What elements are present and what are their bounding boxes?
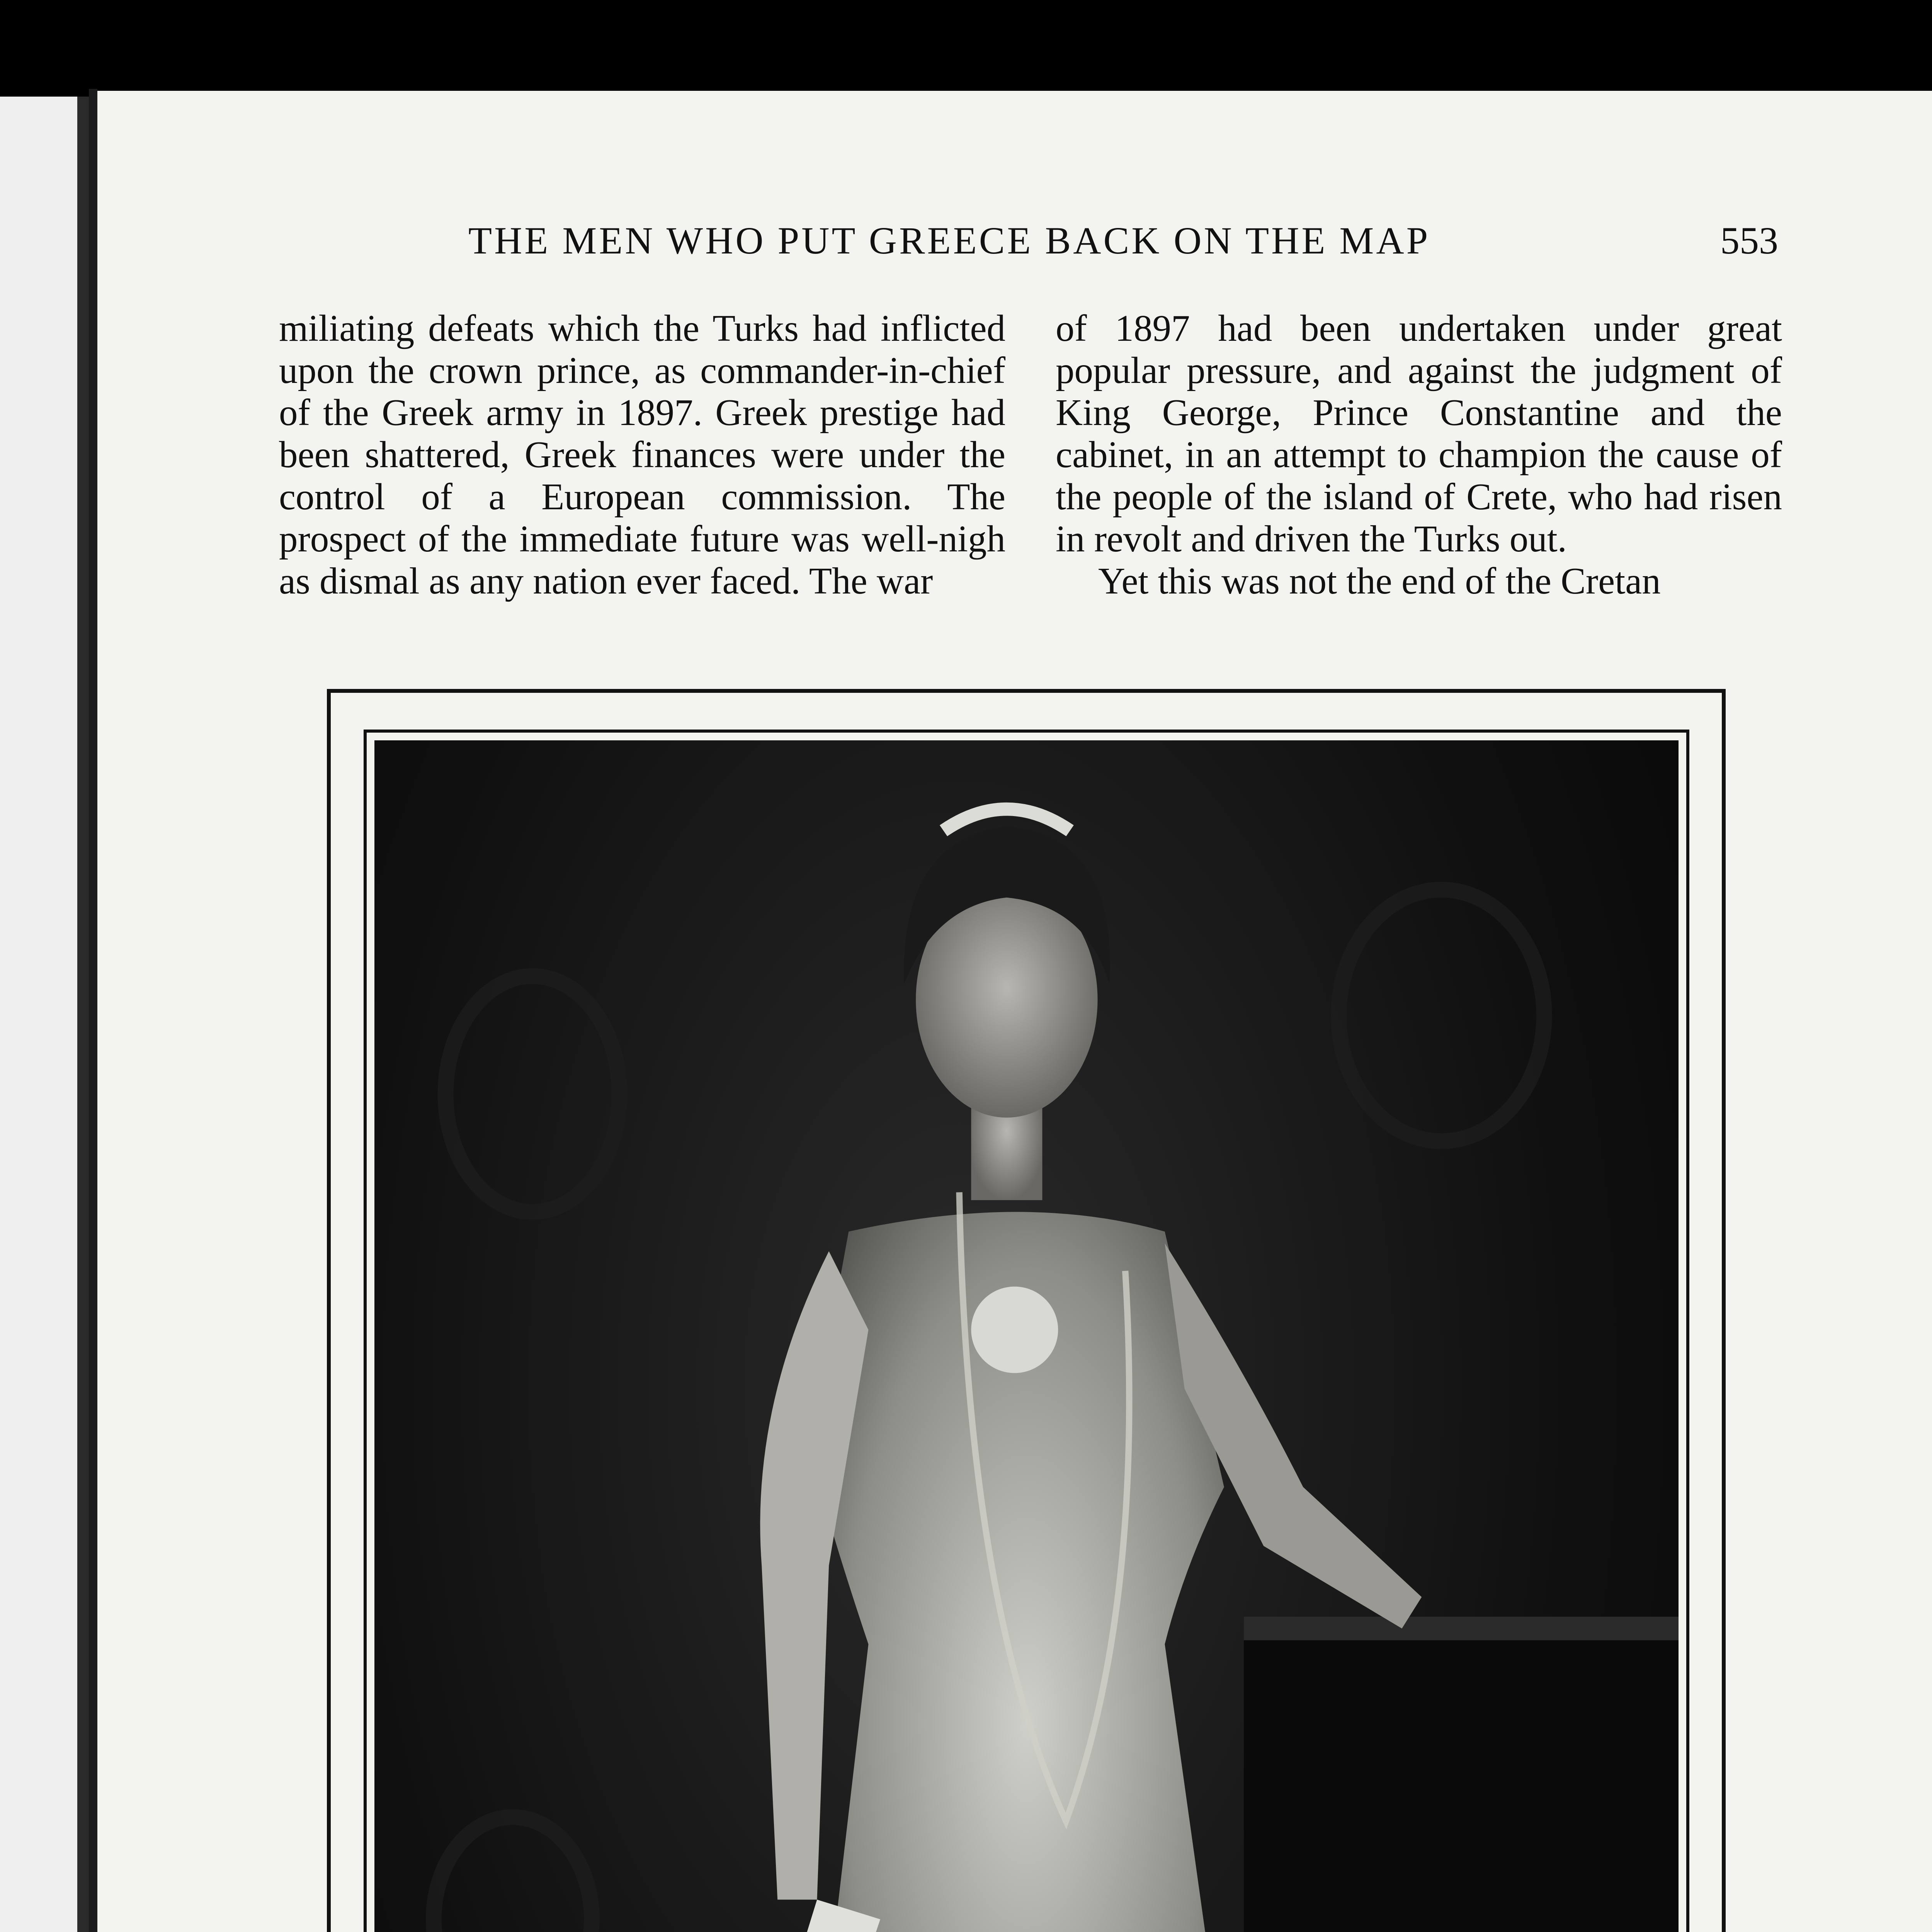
portrait-photograph — [374, 740, 1679, 1932]
photo-frame — [364, 730, 1689, 1932]
paragraph: of 1897 had been undertaken under great popular pressure, and against the judgment of King George, Prince Constantine and the cabinet, in an attempt to champion the cause of the people of the island of Crete, who had risen in revolt and driven the Turks out. — [1056, 308, 1782, 560]
facing-page-edge — [0, 97, 89, 1932]
book-gutter — [89, 89, 97, 1932]
portrait-illustration — [374, 740, 1679, 1932]
text-column-right — [1056, 307, 1782, 602]
paragraph: Yet this was not the end of the Cretan — [1098, 560, 1661, 602]
running-title: THE MEN WHO PUT GREECE BACK ON THE MAP — [468, 219, 1430, 262]
text-column-left — [279, 307, 1005, 602]
paragraph: miliating defeats which the Turks had inflicted upon the crown prince, as commander-in-chief of the Greek army in 1897. Greek prestige had been shattered, Greek finances were under the control of a European commission. The prospect of the immediate future was well-nigh as dismal as any nation ever faced. The war — [279, 308, 1005, 602]
figure — [327, 689, 1726, 1932]
book-page — [97, 91, 1932, 1932]
page-number: 553 — [1720, 219, 1778, 262]
running-header — [97, 218, 1932, 280]
